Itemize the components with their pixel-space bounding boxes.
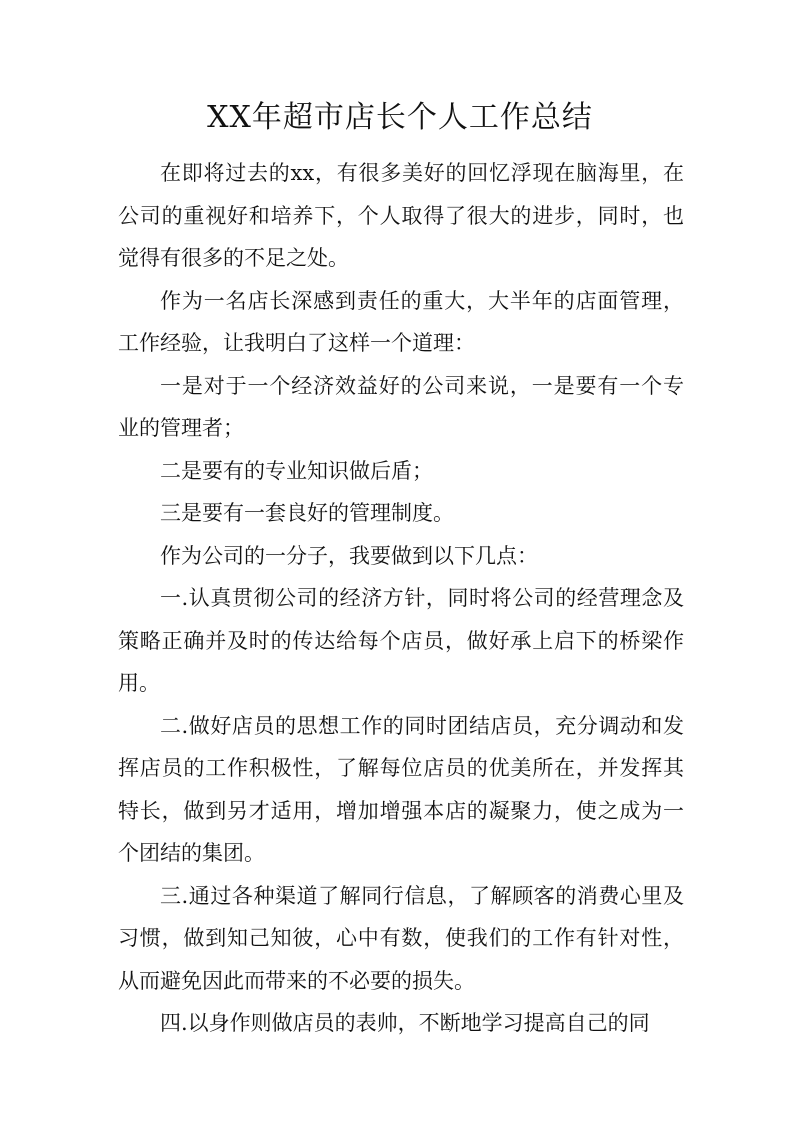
paragraph-5: 三是要有一套良好的管理制度。	[160, 501, 454, 525]
paragraph-7: 一.认真贯彻公司的经济方针，同时将公司的经营理念及策略正确并及时的传达给每个店员，做好承上启下的桥梁作用。	[118, 586, 684, 695]
document-body	[118, 152, 684, 1045]
paragraph-10: 四.以身作则做店员的表帅，不断地学习提高自己的同	[160, 1011, 650, 1035]
document-title: XX年超市店长个人工作总结	[207, 100, 593, 135]
paragraph-4: 二是要有的专业知识做后盾；	[160, 458, 433, 483]
paragraph-9: 三.通过各种渠道了解同行信息，了解顾客的消费心里及习惯，做到知己知彼，心中有数，使我们的工作有针对性，从而避免因此而带来的不必要的损失。	[118, 883, 684, 993]
paragraph-1: 在即将过去的xx，有很多美好的回忆浮现在脑海里，在公司的重视好和培养下，个人取得了很大的进步，同时，也觉得有很多的不足之处。	[118, 161, 684, 270]
paragraph-8: 二.做好店员的思想工作的同时团结店员，充分调动和发挥店员的工作积极性，了解每位店员的优美所在，并发挥其特长，做到另才适用，增加增强本店的凝聚力，使之成为一个团结的集团。	[118, 713, 684, 865]
paragraph-6: 作为公司的一分子，我要做到以下几点：	[160, 543, 538, 568]
paragraph-3: 一是对于一个经济效益好的公司来说，一是要有一个专业的管理者；	[118, 373, 684, 440]
paragraph-2: 作为一名店长深感到责任的重大，大半年的店面管理，工作经验，让我明白了这样一个道理：	[118, 288, 684, 355]
